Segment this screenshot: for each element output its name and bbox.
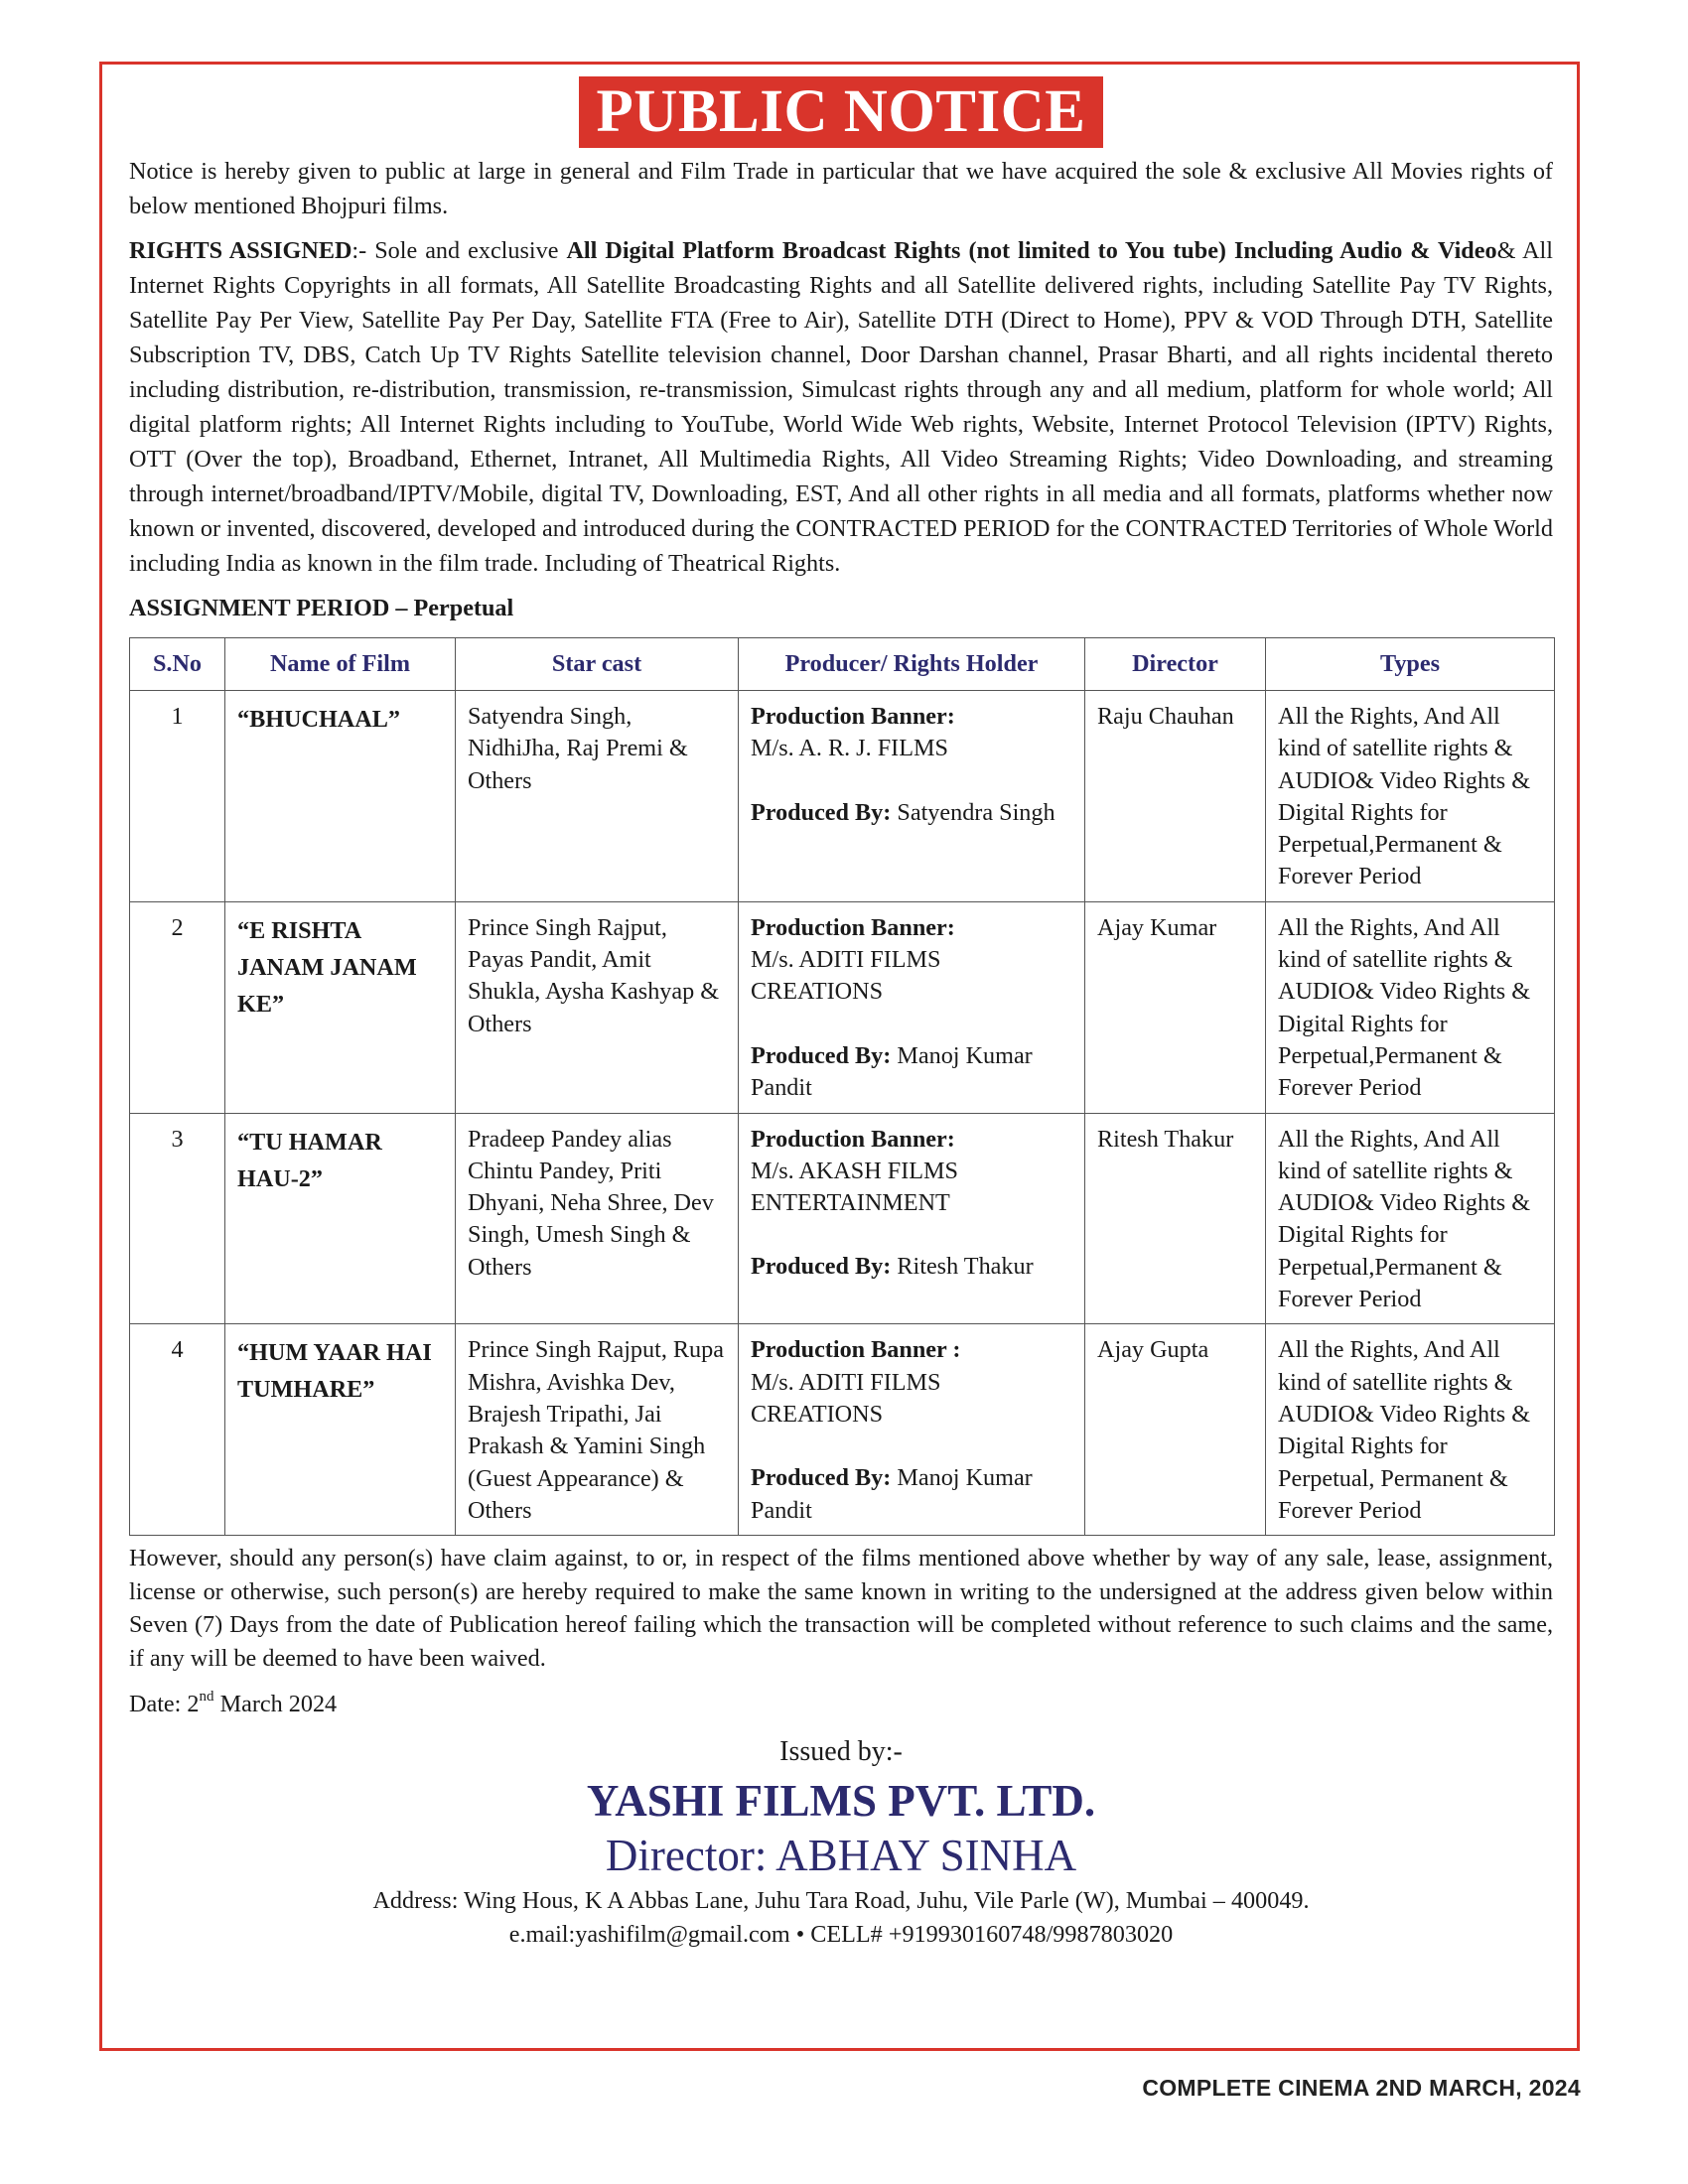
rights-paragraph xyxy=(129,233,1553,581)
company-address: Address: Wing Hous, K A Abbas Lane, Juhu Tara Road, Juhu, Vile Parle (W), Mumbai – 400049. xyxy=(372,1887,1310,1915)
date-suffix: March 2024 xyxy=(213,1691,338,1718)
cell-director: Ajay Kumar xyxy=(1085,901,1266,1113)
produced-value: Ritesh Thakur xyxy=(891,1253,1034,1281)
issued-by: Issued by:- xyxy=(779,1736,903,1768)
notice-title: PUBLIC NOTICE xyxy=(579,76,1104,148)
table-row xyxy=(130,691,1555,902)
cell-star-cast: Prince Singh Rajput, Rupa Mishra, Avishka Dev, Brajesh Tripathi, Jai Prakash & Yamini Singh (Guest Appearance) & Others xyxy=(456,1324,739,1536)
assignment-period: ASSIGNMENT PERIOD – Perpetual xyxy=(129,595,514,621)
cell-types: All the Rights, And All kind of satellite rights & AUDIO& Video Rights & Digital Rights for Perpetual,Permanent & Forever Period xyxy=(1266,691,1555,902)
cell-star-cast: Prince Singh Rajput, Payas Pandit, Amit Shukla, Aysha Kashyap & Others xyxy=(456,901,739,1113)
cell-sno: 1 xyxy=(130,691,225,902)
table-row xyxy=(130,1324,1555,1536)
produced-label: Produced By: xyxy=(751,798,892,826)
banner-label: Production Banner: xyxy=(751,913,955,941)
header-producer: Producer/ Rights Holder xyxy=(739,638,1085,691)
cell-types: All the Rights, And All kind of satellite rights & AUDIO& Video Rights & Digital Rights for Perpetual,Permanent & Forever Period xyxy=(1266,901,1555,1113)
banner-label: Production Banner: xyxy=(751,1125,955,1153)
closing-paragraph: However, should any person(s) have claim against, to or, in respect of the films mentioned above whether by way of any sale, lease, assignment, license or otherwise, such person(s) are hereby required to make the same known in writing to the undersigned at the address given below within Seven (7) Days from the date of Publication hereof failing which the transaction will be completed without reference to such claims and the same, if any will be deemed to have been waived. xyxy=(129,1545,1553,1672)
produced-label: Produced By: xyxy=(751,1464,892,1492)
produced-value: Manoj Kumar Pandit xyxy=(751,1464,1033,1524)
banner-label: Production Banner : xyxy=(751,1336,961,1364)
cell-director: Raju Chauhan xyxy=(1085,691,1266,902)
cell-director: Ritesh Thakur xyxy=(1085,1113,1266,1324)
banner-value: M/s. A. R. J. FILMS xyxy=(751,735,948,762)
cell-film-name: “HUM YAAR HAI TUMHARE” xyxy=(225,1324,456,1536)
rights-bold-text: All Digital Platform Broadcast Rights (not limited to You tube) Including Audio & Video xyxy=(566,237,1497,264)
cell-sno: 4 xyxy=(130,1324,225,1536)
cell-film-name: “TU HAMAR HAU-2” xyxy=(225,1113,456,1324)
header-star-cast: Star cast xyxy=(456,638,739,691)
cell-producer xyxy=(739,1113,1085,1324)
films-table xyxy=(129,637,1555,1536)
produced-label: Produced By: xyxy=(751,1253,892,1281)
cell-producer xyxy=(739,691,1085,902)
cell-film-name: “E RISHTA JANAM JANAM KE” xyxy=(225,901,456,1113)
intro-paragraph: Notice is hereby given to public at large in general and Film Trade in particular that we have acquired the sole & exclusive All Movies rights of below mentioned Bhojpuri films. xyxy=(129,158,1553,219)
header-sno: S.No xyxy=(130,638,225,691)
company-contact: e.mail:yashifilm@gmail.com • CELL# +919930160748/9987803020 xyxy=(508,1921,1174,1949)
banner-value: M/s. AKASH FILMS ENTERTAINMENT xyxy=(751,1157,959,1217)
cell-sno: 2 xyxy=(130,901,225,1113)
company-name: YASHI FILMS PVT. LTD. xyxy=(586,1776,1096,1827)
cell-producer xyxy=(739,1324,1085,1536)
produced-value: Manoj Kumar Pandit xyxy=(751,1041,1033,1101)
table-row xyxy=(130,1113,1555,1324)
banner-value: M/s. ADITI FILMS CREATIONS xyxy=(751,946,941,1006)
notice-date xyxy=(129,1687,1553,1721)
cell-sno: 3 xyxy=(130,1113,225,1324)
header-types: Types xyxy=(1266,638,1555,691)
cell-film-name: “BHUCHAAL” xyxy=(225,691,456,902)
table-header-row xyxy=(130,638,1555,691)
banner-value: M/s. ADITI FILMS CREATIONS xyxy=(751,1368,941,1428)
produced-value: Satyendra Singh xyxy=(891,798,1055,826)
notice-content xyxy=(129,62,1553,1952)
cell-types: All the Rights, And All kind of satellite rights & AUDIO& Video Rights & Digital Rights for Perpetual,Permanent & Forever Period xyxy=(1266,1113,1555,1324)
cell-star-cast: Satyendra Singh, NidhiJha, Raj Premi & Others xyxy=(456,691,739,902)
company-director: Director: ABHAY SINHA xyxy=(605,1831,1077,1881)
cell-director: Ajay Gupta xyxy=(1085,1324,1266,1536)
header-film-name: Name of Film xyxy=(225,638,456,691)
date-prefix: Date: 2 xyxy=(129,1691,200,1718)
produced-label: Produced By: xyxy=(751,1041,892,1069)
cell-star-cast: Pradeep Pandey alias Chintu Pandey, Priti Dhyani, Neha Shree, Dev Singh, Umesh Singh & Others xyxy=(456,1113,739,1324)
rights-separator: :- Sole and exclusive xyxy=(352,237,567,264)
banner-label: Production Banner: xyxy=(751,703,955,730)
publication-footer: COMPLETE CINEMA 2ND MARCH, 2024 xyxy=(1142,2075,1581,2101)
table-row xyxy=(130,901,1555,1113)
rights-text: & All Internet Rights Copyrights in all formats, All Satellite Broadcasting Rights and all Satellite delivered rights, including Satellite Pay TV Rights, Satellite Pay Per View, Satellite Pay Per Day, Satellite FTA (Free to Air), Satellite DTH (Direct to Home), PPV & VOD Through DTH, Satellite Subscription TV, DBS, Catch Up TV Rights Satellite television channel, Door Darshan channel, Prasar Bharti, and all rights incidental thereto including distribution, re-distribution, transmission, re-transmission, Simulcast rights through any and all medium, platform for whole world; All digital platform rights; All Internet Rights including to YouTube, World Wide Web rights, Website, Internet Protocol Television (IPTV) Rights, OTT (Over the top), Broadband, Ethernet, Intranet, All Multimedia Rights, All Video Streaming Rights; Video Downloading, and streaming through internet/broadband/IPTV/Mobile, digital TV, Downloading, EST, And all other rights in all media and all formats, platforms whether now known or invented, discovered, developed and introduced during the CONTRACTED PERIOD for the CONTRACTED Territories of Whole World including India as known in the film trade. Including of Theatrical Rights. xyxy=(129,237,1553,577)
cell-types: All the Rights, And All kind of satellite rights & AUDIO& Video Rights & Digital Rights for Perpetual, Permanent & Forever Period xyxy=(1266,1324,1555,1536)
title-wrap xyxy=(129,76,1553,148)
header-director: Director xyxy=(1085,638,1266,691)
cell-producer xyxy=(739,901,1085,1113)
rights-label: RIGHTS ASSIGNED xyxy=(129,237,352,264)
date-ordinal: nd xyxy=(199,1689,214,1706)
